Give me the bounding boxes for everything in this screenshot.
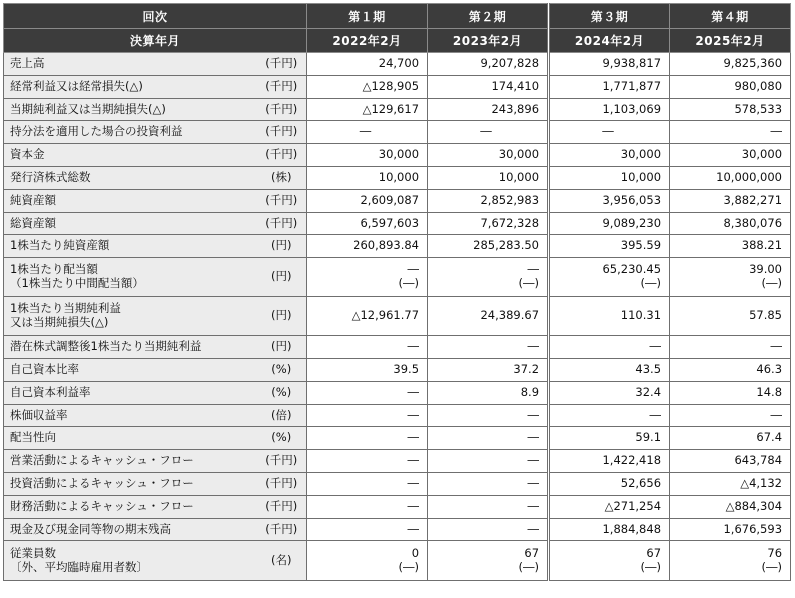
dividend-value: ―	[527, 262, 540, 277]
cell-value	[428, 258, 549, 297]
row-unit: (千円)	[257, 518, 307, 541]
cell-value: 8.9	[428, 381, 549, 404]
row-unit: (円)	[257, 258, 307, 297]
cell-value: ―	[428, 472, 549, 495]
cell-value: 10,000	[549, 166, 670, 189]
cell-value: ―	[428, 518, 549, 541]
row-label: 持分法を適用した場合の投資利益	[4, 121, 257, 144]
table-row	[4, 404, 791, 427]
table-row	[4, 427, 791, 450]
cell-value: 24,389.67	[428, 297, 549, 336]
cell-value: 67.4	[670, 427, 791, 450]
table-row	[4, 53, 791, 76]
table-row	[4, 212, 791, 235]
row-label: 株価収益率	[4, 404, 257, 427]
cell-value: △12,961.77	[307, 297, 428, 336]
employees-value: 67	[524, 546, 540, 561]
row-unit: (千円)	[257, 144, 307, 167]
table-row	[4, 336, 791, 359]
row-unit: (円)	[257, 235, 307, 258]
dividend-interim-value: (―)	[518, 276, 540, 291]
cell-value: 59.1	[549, 427, 670, 450]
cell-value: 1,422,418	[549, 450, 670, 473]
cell-value: 3,882,271	[670, 189, 791, 212]
table-row	[4, 98, 791, 121]
row-unit: (株)	[257, 166, 307, 189]
row-label: 営業活動によるキャッシュ・フロー	[4, 450, 257, 473]
cell-value: ―	[428, 336, 549, 359]
cell-value: ―	[307, 404, 428, 427]
cell-value: 243,896	[428, 98, 549, 121]
header-row-period	[4, 4, 791, 29]
cell-value: △128,905	[307, 75, 428, 98]
cell-value: 24,700	[307, 53, 428, 76]
cell-value: 30,000	[670, 144, 791, 167]
cell-value: ―	[307, 450, 428, 473]
cell-value: ―	[428, 427, 549, 450]
cell-value: 52,656	[549, 472, 670, 495]
cell-value	[307, 258, 428, 297]
cell-value: ―	[428, 495, 549, 518]
cell-value: ―	[428, 121, 549, 144]
cell-value: 9,825,360	[670, 53, 791, 76]
cell-value: 2,609,087	[307, 189, 428, 212]
row-unit: (円)	[257, 336, 307, 359]
row-label: 現金及び現金同等物の期末残高	[4, 518, 257, 541]
row-unit: (千円)	[257, 53, 307, 76]
eps-label-2: 又は当期純損失(△)	[10, 315, 109, 330]
cell-value: △884,304	[670, 495, 791, 518]
cell-value: 110.31	[549, 297, 670, 336]
row-label: 投資活動によるキャッシュ・フロー	[4, 472, 257, 495]
row-label: 潜在株式調整後1株当たり当期純利益	[4, 336, 257, 359]
cell-value: 1,884,848	[549, 518, 670, 541]
dividend-label: 1株当たり配当額	[10, 262, 98, 277]
table-row	[4, 495, 791, 518]
employees-temp-label: 〔外、平均臨時雇用者数〕	[10, 559, 148, 574]
cell-value: 980,080	[670, 75, 791, 98]
cell-value	[670, 541, 791, 581]
header-row-fiscal-date	[4, 29, 791, 53]
header-fiscal-4: 2025年2月	[670, 29, 791, 53]
cell-value: ―	[307, 336, 428, 359]
dividend-value: 65,230.45	[602, 262, 662, 277]
row-unit: (千円)	[257, 450, 307, 473]
row-label: 総資産額	[4, 212, 257, 235]
cell-value: 10,000	[428, 166, 549, 189]
table-row	[4, 121, 791, 144]
cell-value: 46.3	[670, 358, 791, 381]
cell-value	[670, 258, 791, 297]
dividend-value: ―	[407, 262, 420, 277]
row-label: 経常利益又は経常損失(△)	[4, 75, 257, 98]
cell-value: 1,103,069	[549, 98, 670, 121]
table-row	[4, 381, 791, 404]
row-label: 財務活動によるキャッシュ・フロー	[4, 495, 257, 518]
row-label	[4, 541, 257, 581]
cell-value: ―	[307, 381, 428, 404]
row-label: 1株当たり純資産額	[4, 235, 257, 258]
table-row	[4, 144, 791, 167]
row-unit: (%)	[257, 381, 307, 404]
table-row-eps	[4, 297, 791, 336]
row-unit: (千円)	[257, 495, 307, 518]
table-row	[4, 235, 791, 258]
cell-value: △129,617	[307, 98, 428, 121]
table-row-dividend	[4, 258, 791, 297]
row-label: 当期純利益又は当期純損失(△)	[4, 98, 257, 121]
row-label: 自己資本比率	[4, 358, 257, 381]
cell-value: 30,000	[549, 144, 670, 167]
cell-value: ―	[307, 472, 428, 495]
row-label: 資本金	[4, 144, 257, 167]
cell-value: 6,597,603	[307, 212, 428, 235]
cell-value: 643,784	[670, 450, 791, 473]
header-period-2: 第２期	[428, 4, 549, 29]
cell-value: △271,254	[549, 495, 670, 518]
header-period-4: 第４期	[670, 4, 791, 29]
cell-value: 30,000	[428, 144, 549, 167]
table-row	[4, 450, 791, 473]
employees-temp-value: (―)	[518, 559, 540, 574]
cell-value: ―	[549, 336, 670, 359]
cell-value: 8,380,076	[670, 212, 791, 235]
header-fiscal-1: 2022年2月	[307, 29, 428, 53]
cell-value: ―	[307, 121, 428, 144]
row-unit: (千円)	[257, 121, 307, 144]
dividend-interim-label: （1株当たり中間配当額）	[10, 276, 144, 291]
header-period-1: 第１期	[307, 4, 428, 29]
cell-value: 43.5	[549, 358, 670, 381]
row-unit: (千円)	[257, 75, 307, 98]
cell-value	[428, 541, 549, 581]
dividend-interim-value: (―)	[640, 276, 662, 291]
cell-value: ―	[307, 427, 428, 450]
cell-value: 388.21	[670, 235, 791, 258]
table-row	[4, 166, 791, 189]
cell-value: ―	[670, 121, 791, 144]
cell-value: 10,000,000	[670, 166, 791, 189]
cell-value: 7,672,328	[428, 212, 549, 235]
cell-value: 14.8	[670, 381, 791, 404]
cell-value: ―	[307, 518, 428, 541]
row-label: 売上高	[4, 53, 257, 76]
employees-label: 従業員数	[10, 546, 56, 561]
table-row	[4, 472, 791, 495]
employees-temp-value: (―)	[761, 559, 783, 574]
row-unit: (千円)	[257, 98, 307, 121]
table-row-employees	[4, 541, 791, 581]
cell-value: ―	[307, 495, 428, 518]
cell-value: 30,000	[307, 144, 428, 167]
cell-value: 174,410	[428, 75, 549, 98]
employees-temp-value: (―)	[398, 559, 420, 574]
row-label: 発行済株式総数	[4, 166, 257, 189]
cell-value: ―	[428, 450, 549, 473]
header-period-3: 第３期	[549, 4, 670, 29]
row-unit: (千円)	[257, 472, 307, 495]
cell-value: 9,089,230	[549, 212, 670, 235]
row-label: 配当性向	[4, 427, 257, 450]
row-unit: (円)	[257, 297, 307, 336]
header-fiscal-label: 決算年月	[4, 29, 307, 53]
cell-value: 32.4	[549, 381, 670, 404]
table-row	[4, 518, 791, 541]
cell-value	[307, 541, 428, 581]
cell-value: 9,938,817	[549, 53, 670, 76]
cell-value: 578,533	[670, 98, 791, 121]
cell-value	[549, 258, 670, 297]
cell-value: 9,207,828	[428, 53, 549, 76]
header-period-label: 回次	[4, 4, 307, 29]
cell-value: △4,132	[670, 472, 791, 495]
cell-value: ―	[670, 404, 791, 427]
row-unit: (千円)	[257, 189, 307, 212]
cell-value: ―	[549, 121, 670, 144]
cell-value: 57.85	[670, 297, 791, 336]
financial-summary-table	[3, 3, 791, 581]
dividend-interim-value: (―)	[761, 276, 783, 291]
dividend-value: 39.00	[749, 262, 783, 277]
table-row	[4, 75, 791, 98]
employees-value: 76	[767, 546, 783, 561]
dividend-interim-value: (―)	[398, 276, 420, 291]
row-label: 純資産額	[4, 189, 257, 212]
table-row	[4, 189, 791, 212]
cell-value: 37.2	[428, 358, 549, 381]
employees-temp-value: (―)	[640, 559, 662, 574]
employees-value: 0	[411, 546, 420, 561]
cell-value	[549, 541, 670, 581]
row-label	[4, 297, 257, 336]
cell-value: ―	[549, 404, 670, 427]
table-row	[4, 358, 791, 381]
cell-value: 285,283.50	[428, 235, 549, 258]
cell-value: 260,893.84	[307, 235, 428, 258]
row-unit: (%)	[257, 427, 307, 450]
header-fiscal-2: 2023年2月	[428, 29, 549, 53]
cell-value: 10,000	[307, 166, 428, 189]
cell-value: 1,771,877	[549, 75, 670, 98]
cell-value: ―	[428, 404, 549, 427]
header-fiscal-3: 2024年2月	[549, 29, 670, 53]
cell-value: 2,852,983	[428, 189, 549, 212]
row-unit: (倍)	[257, 404, 307, 427]
cell-value: 395.59	[549, 235, 670, 258]
row-label: 自己資本利益率	[4, 381, 257, 404]
cell-value: ―	[670, 336, 791, 359]
row-unit: (千円)	[257, 212, 307, 235]
cell-value: 1,676,593	[670, 518, 791, 541]
row-unit: (名)	[257, 541, 307, 581]
eps-label: 1株当たり当期純利益	[10, 301, 121, 316]
employees-value: 67	[646, 546, 662, 561]
cell-value: 3,956,053	[549, 189, 670, 212]
row-unit: (%)	[257, 358, 307, 381]
cell-value: 39.5	[307, 358, 428, 381]
row-label	[4, 258, 257, 297]
